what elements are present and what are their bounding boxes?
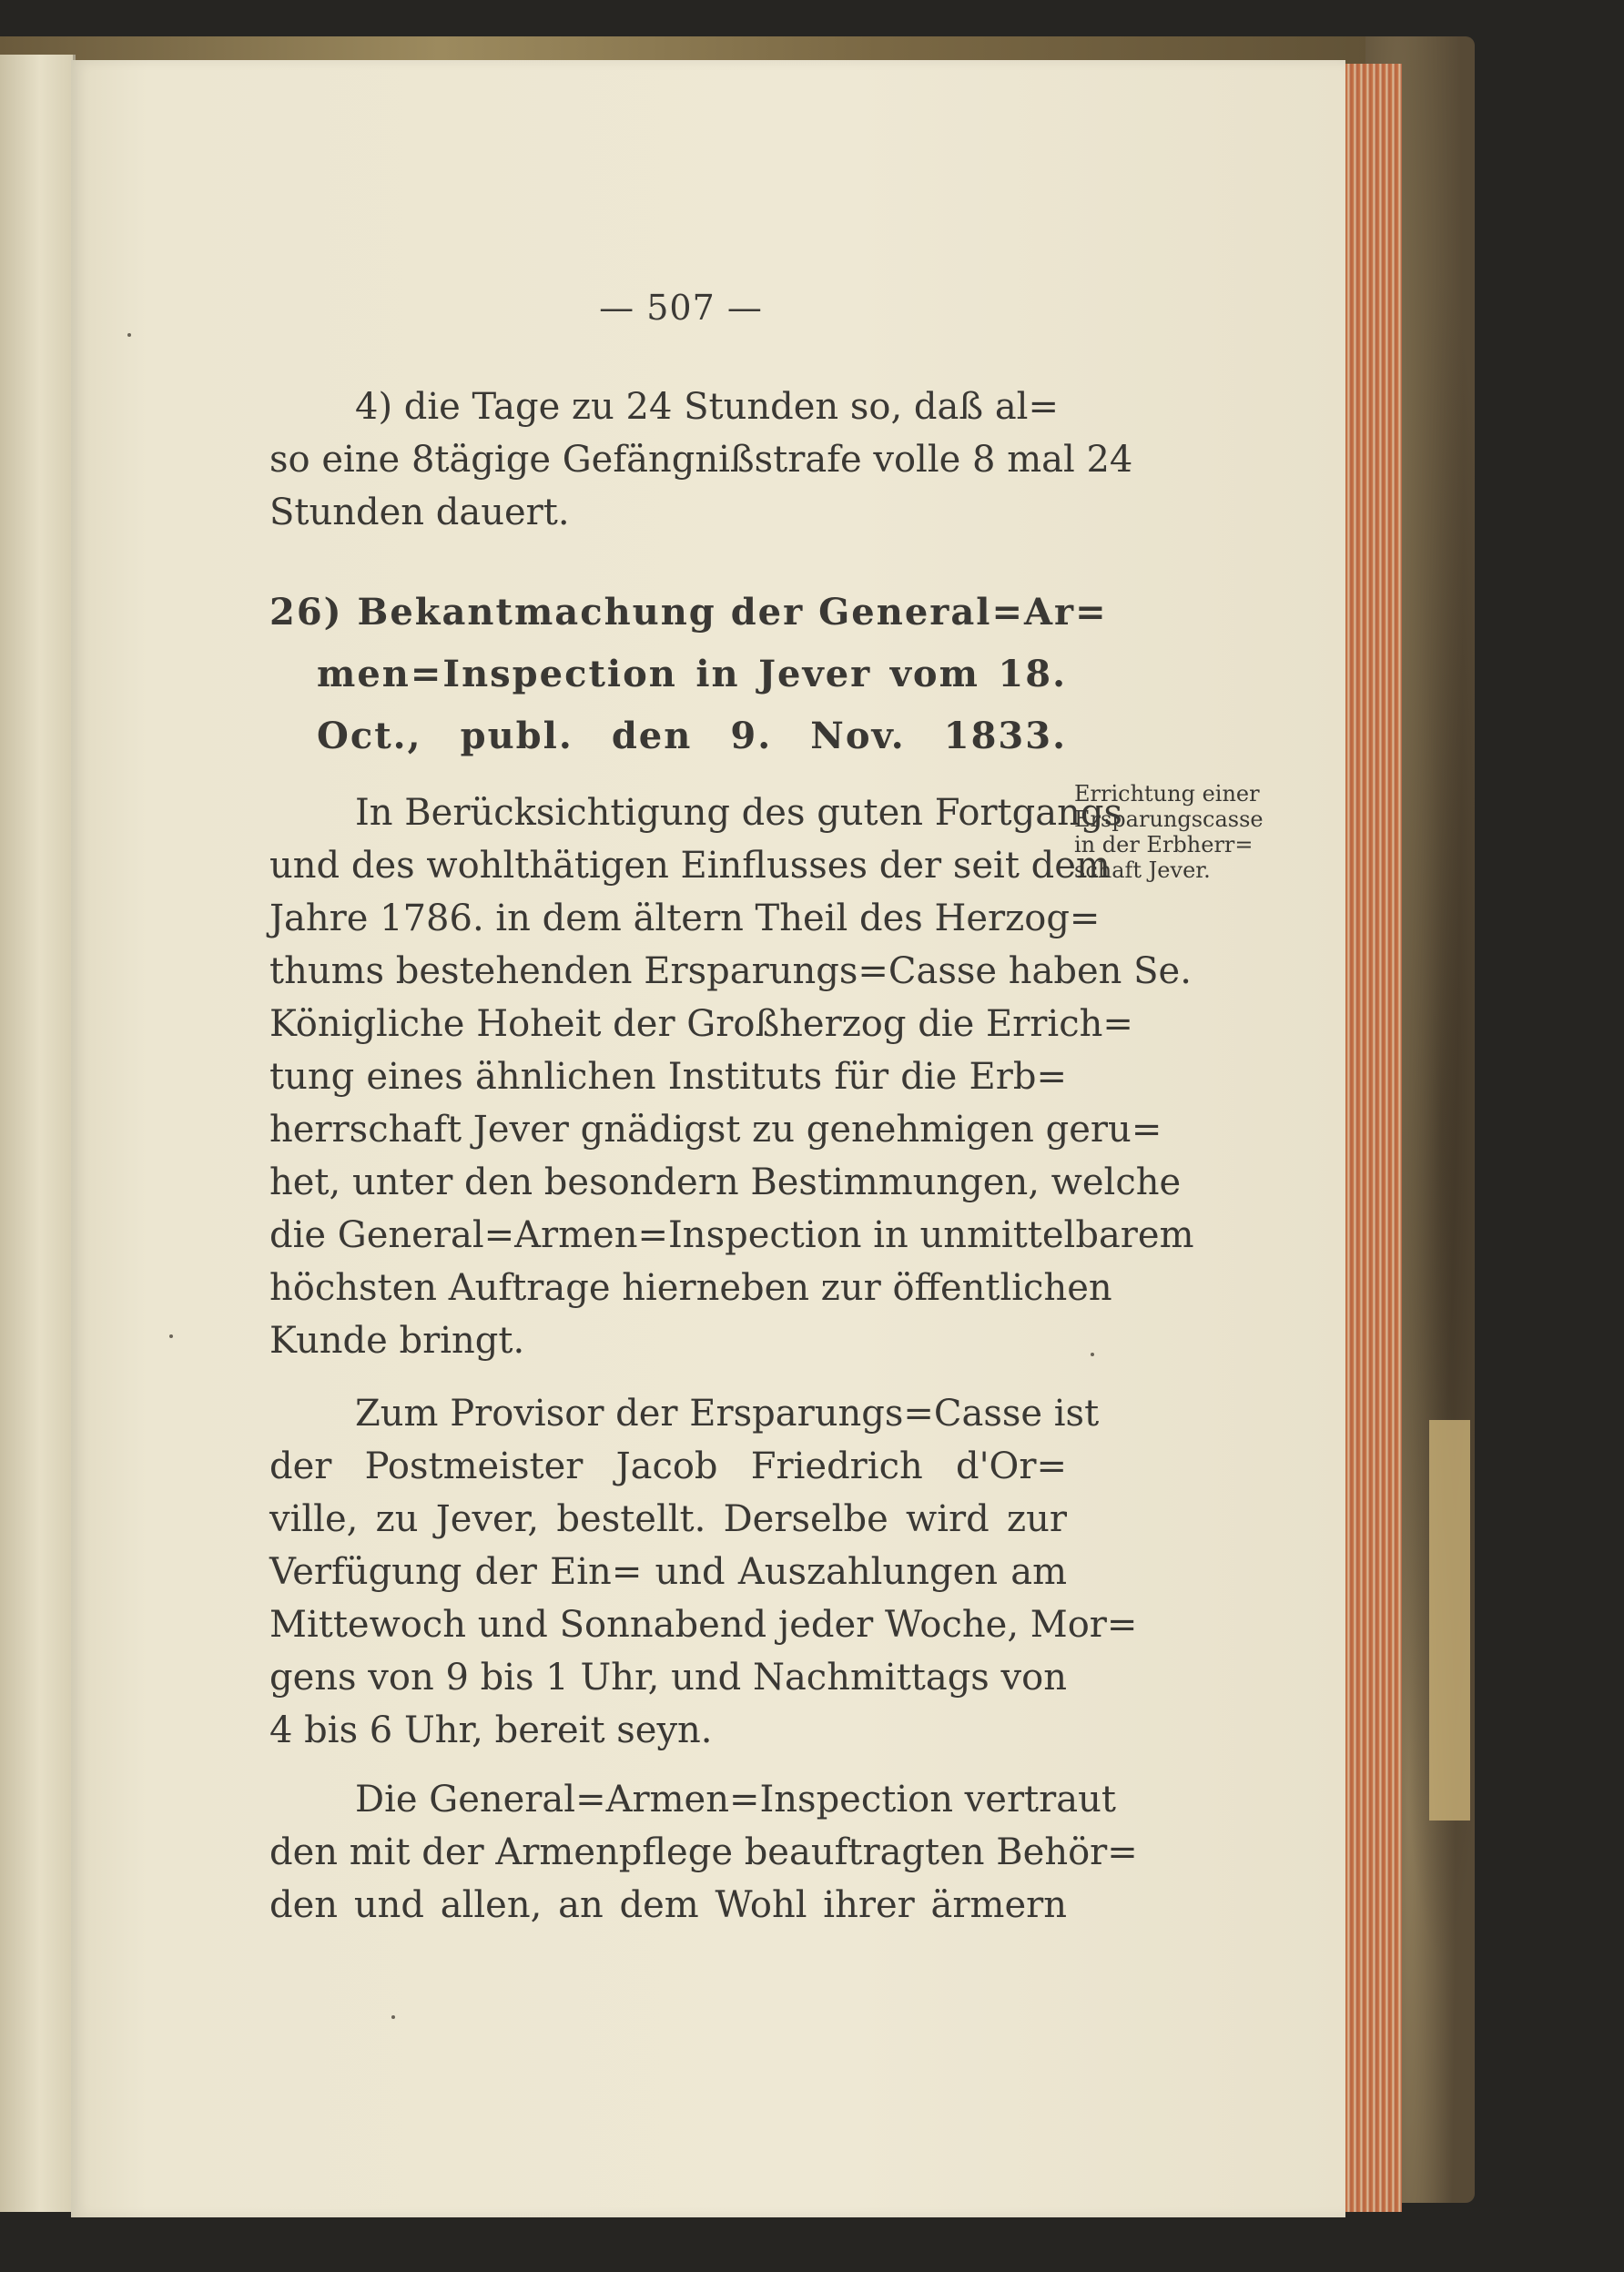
text-line: 4 bis 6 Uhr, bereit seyn. [269, 1709, 713, 1751]
text-line: die General=Armen=Inspection in unmittelbarem [269, 1214, 1194, 1256]
text-line: het, unter den besondern Bestimmungen, welche [269, 1161, 1182, 1203]
text-line: höchsten Auftrage hierneben zur öffentlichen [269, 1267, 1112, 1309]
text-line: herrschaft Jever gnädigst zu genehmigen geru= [269, 1109, 1162, 1151]
text-line: ville, zu Jever, bestellt. Derselbe wird zur [269, 1498, 1067, 1540]
text-line: und des wohlthätigen Einflusses der seit dem [269, 845, 1111, 887]
text-line: den und allen, an dem Wohl ihrer ärmern [269, 1884, 1067, 1926]
text-line: Verfügung der Ein= und Auszahlungen am [269, 1551, 1067, 1593]
paper-speck [169, 1334, 173, 1338]
text-line: Jahre 1786. in dem ältern Theil des Herzog= [269, 898, 1101, 939]
text-line: Königliche Hoheit der Großherzog die Errich= [269, 1003, 1133, 1045]
text-line: 4) die Tage zu 24 Stunden so, daß al= [355, 386, 1059, 428]
text-line: Die General=Armen=Inspection vertraut [355, 1779, 1116, 1821]
text-line: In Berücksichtigung des guten Fortgangs [355, 792, 1122, 834]
cover-label-strip [1429, 1420, 1470, 1821]
text-line: Kunde bringt. [269, 1320, 525, 1362]
section-heading: 26) Bekantmachung der General=Ar= [269, 591, 1108, 634]
text-line: Mittewoch und Sonnabend jeder Woche, Mor= [269, 1604, 1138, 1646]
page-number: — 507 — [599, 288, 763, 328]
left-page-edge [0, 55, 76, 2212]
text-line: der Postmeister Jacob Friedrich d'Or= [269, 1445, 1067, 1487]
paper-speck [391, 2015, 395, 2019]
margin-note-line: Errichtung einer [1074, 781, 1260, 806]
text-line: Stunden dauert. [269, 492, 570, 533]
text-line: so eine 8tägige Gefängnißstrafe volle 8 mal 24 [269, 439, 1133, 481]
page-edges [1338, 64, 1402, 2212]
right-page [71, 60, 1345, 2217]
margin-note-line: schaft Jever. [1074, 857, 1211, 883]
text-line: den mit der Armenpflege beauftragten Behör= [269, 1831, 1138, 1873]
paper-speck [1091, 1353, 1094, 1356]
section-heading: Oct., publ. den 9. Nov. 1833. [317, 715, 1067, 757]
margin-note-line: in der Erbherr= [1074, 832, 1254, 857]
margin-note [1074, 781, 1293, 883]
text-line: tung eines ähnlichen Instituts für die Erb= [269, 1056, 1067, 1098]
text-line: gens von 9 bis 1 Uhr, und Nachmittags von [269, 1657, 1067, 1699]
section-heading: men=Inspection in Jever vom 18. [317, 653, 1067, 695]
paper-speck [127, 333, 131, 337]
text-line: Zum Provisor der Ersparungs=Casse ist [355, 1393, 1100, 1435]
text-line: thums bestehenden Ersparungs=Casse haben Se. [269, 950, 1192, 992]
margin-note-line: Ersparungscasse [1074, 806, 1264, 832]
